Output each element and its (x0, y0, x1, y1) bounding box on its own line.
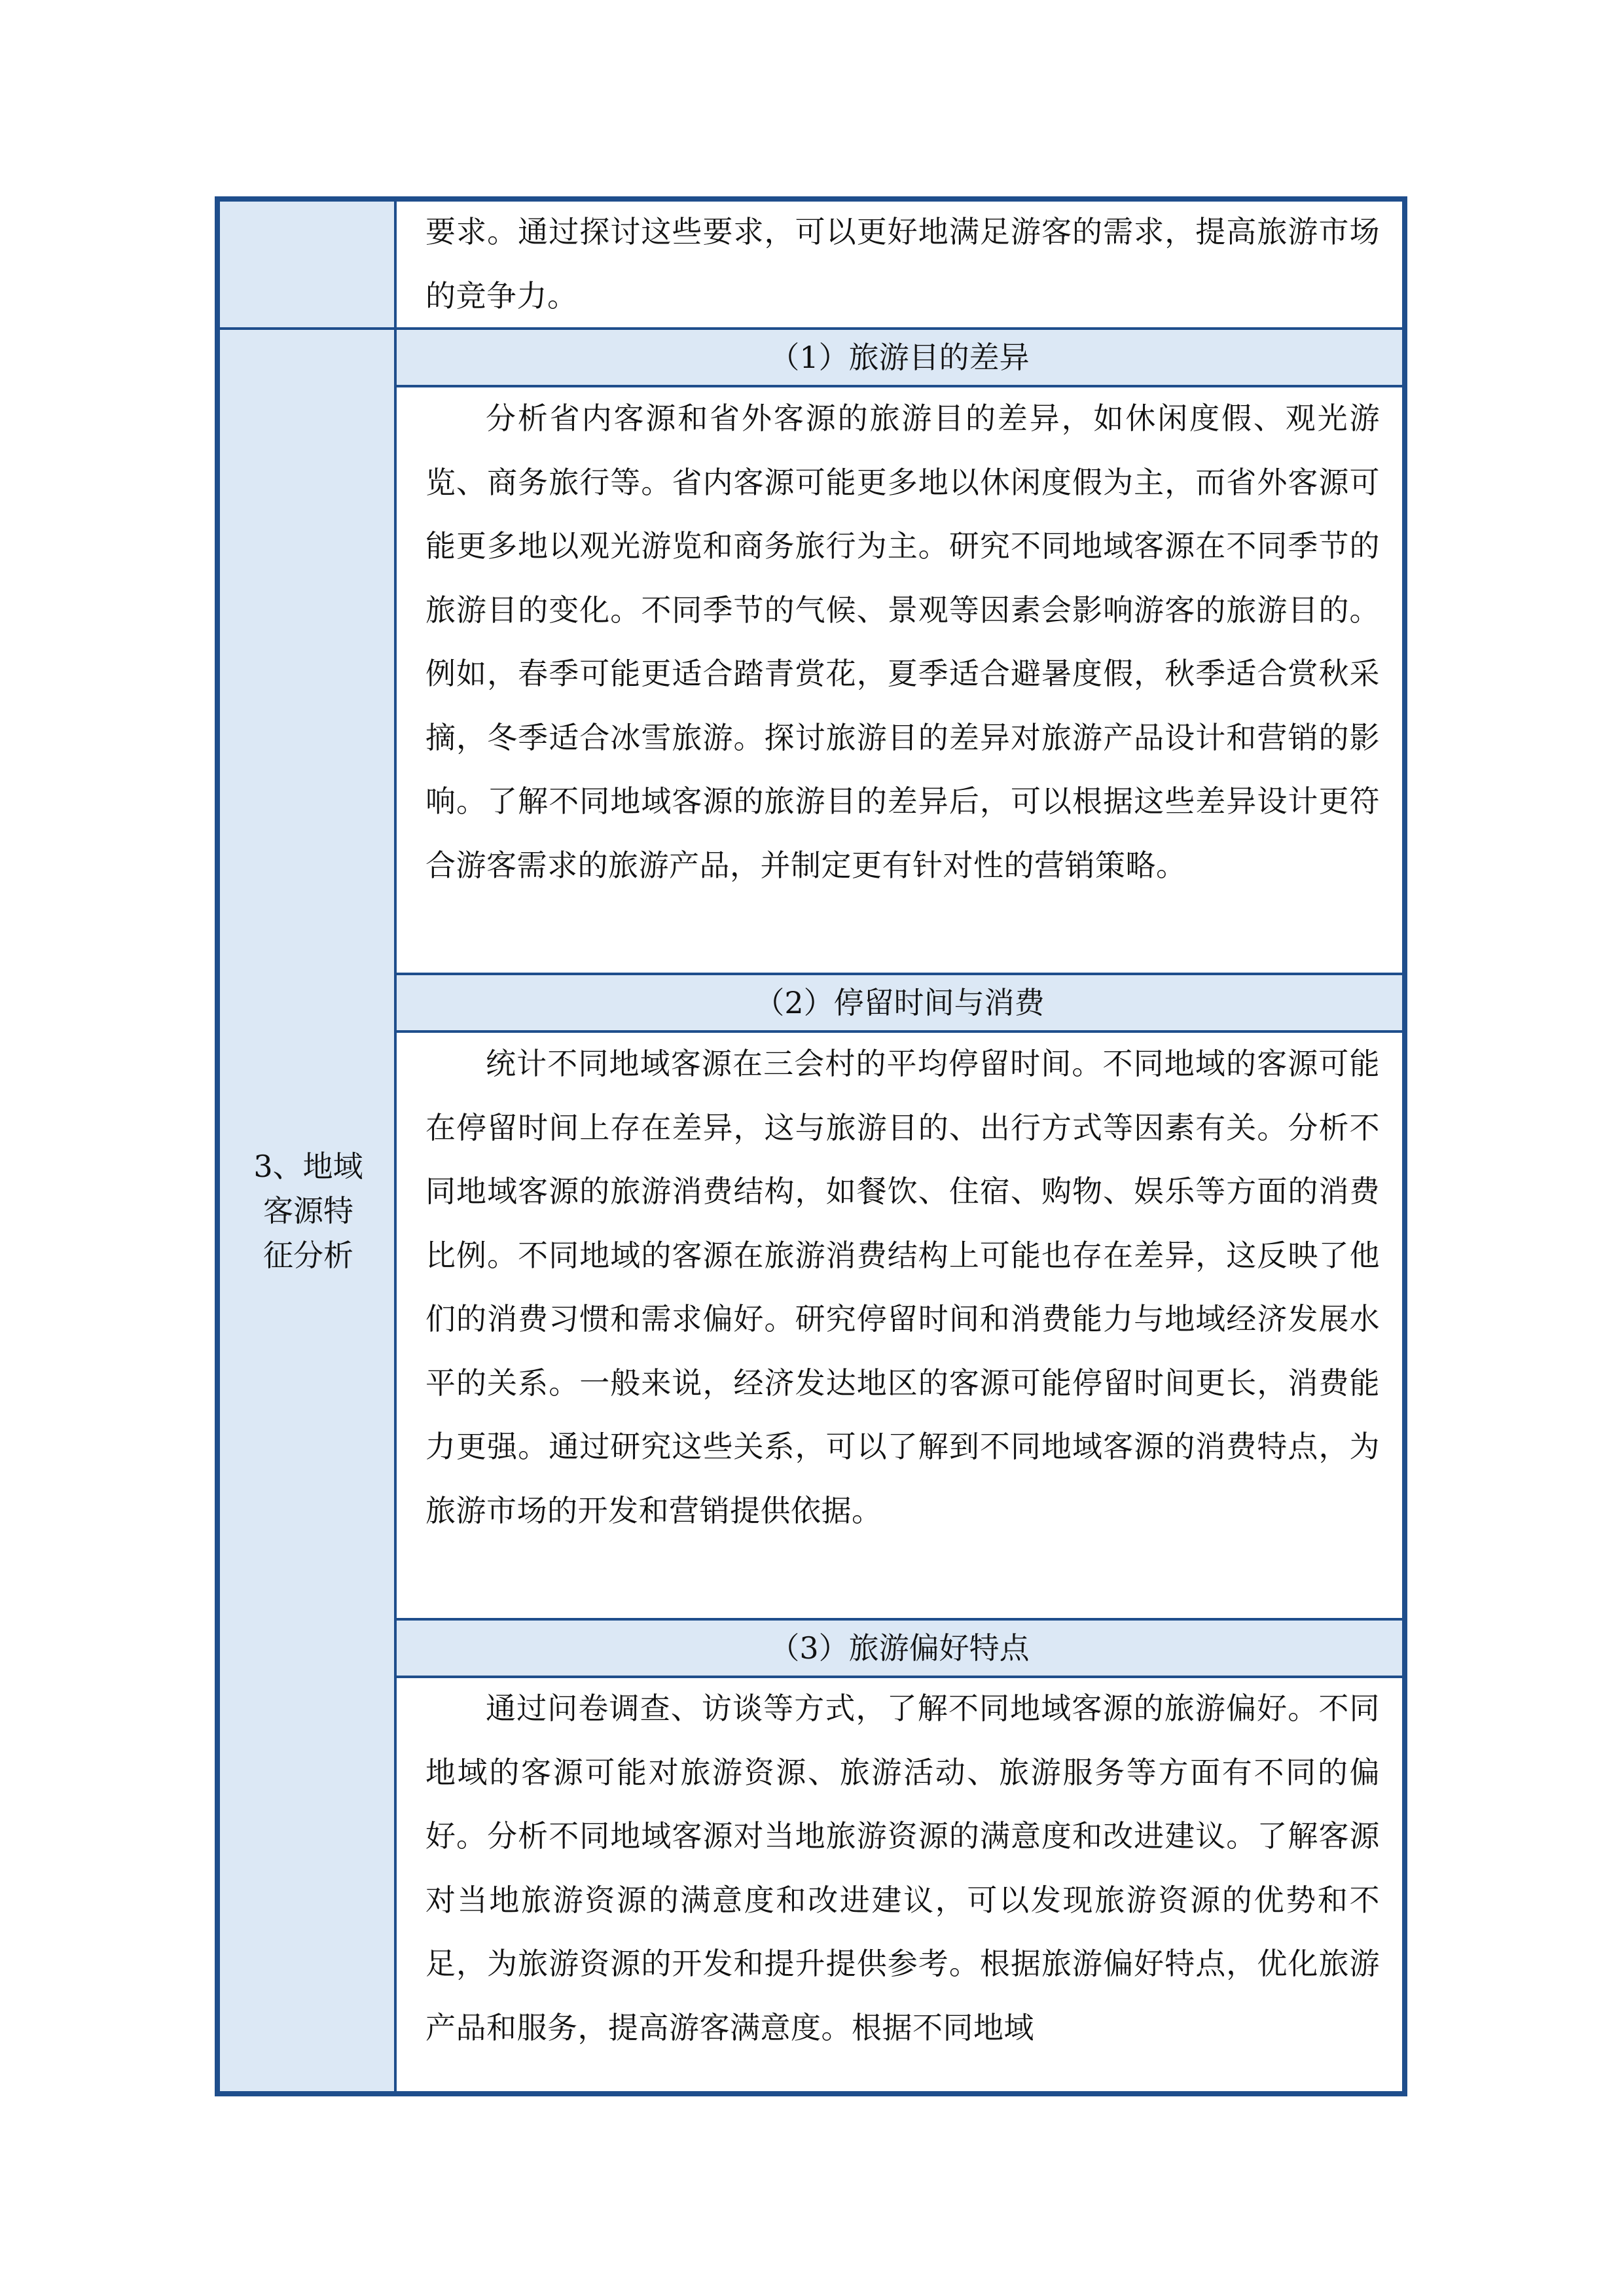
content-column (397, 202, 1402, 2091)
content-table (215, 196, 1407, 2096)
row-label-line: 3、地域 (253, 1149, 363, 1184)
section-header-travel-purpose: （1）旅游目的差异 (397, 327, 1402, 387)
section-header-stay-consumption: （2）停留时间与消费 (397, 973, 1402, 1033)
row-label-line: 征分析 (263, 1238, 353, 1273)
section-header-travel-preference: （3）旅游偏好特点 (397, 1618, 1402, 1678)
row-label-line: 客源特 (263, 1193, 353, 1229)
section-body-travel-preference: 通过问卷调查、访谈等方式，了解不同地域客源的旅游偏好。不同地域的客源可能对旅游资源、旅游活动、旅游服务等方面有不同的偏好。分析不同地域客源对当地旅游资源的满意度和改进建议。了解客源对当地旅游资源的满意度和改进建议，可以发现旅游资源的优势和不足，为旅游资源的开发和提升提供参考。根据旅游偏好特点，优化旅游产品和服务，提高游客满意度。根据不同地域 (425, 1691, 1380, 2045)
row-label (220, 1144, 397, 1278)
section-body-travel-purpose: 分析省内客源和省外客源的旅游目的差异，如休闲度假、观光游览、商务旅行等。省内客源可能更多地以休闲度假为主，而省外客源可能更多地以观光游览和商务旅行为主。研究不同地域客源在不同季节的旅游目的变化。不同季节的气候、景观等因素会影响游客的旅游目的。例如，春季可能更适合踏青赏花，夏季适合避暑度假，秋季适合赏秋采摘，冬季适合冰雪旅游。探讨旅游目的差异对旅游产品设计和营销的影响。了解不同地域客源的旅游目的差异后，可以根据这些差异设计更符合游客需求的旅游产品，并制定更有针对性的营销策略。 (425, 401, 1380, 883)
continued-paragraph: 要求。通过探讨这些要求，可以更好地满足游客的需求，提高旅游市场的竞争力。 (425, 214, 1380, 314)
section-body-stay-consumption: 统计不同地域客源在三会村的平均停留时间。不同地域的客源可能在停留时间上存在差异，这与旅游目的、出行方式等因素有关。分析不同地域客源的旅游消费结构，如餐饮、住宿、购物、娱乐等方面的消费比例。不同地域的客源在旅游消费结构上可能也存在差异，这反映了他们的消费习惯和需求偏好。研究停留时间和消费能力与地域经济发展水平的关系。一般来说，经济发达地区的客源可能停留时间更长，消费能力更强。通过研究这些关系，可以了解到不同地域客源的消费特点，为旅游市场的开发和营销提供依据。 (425, 1046, 1380, 1528)
